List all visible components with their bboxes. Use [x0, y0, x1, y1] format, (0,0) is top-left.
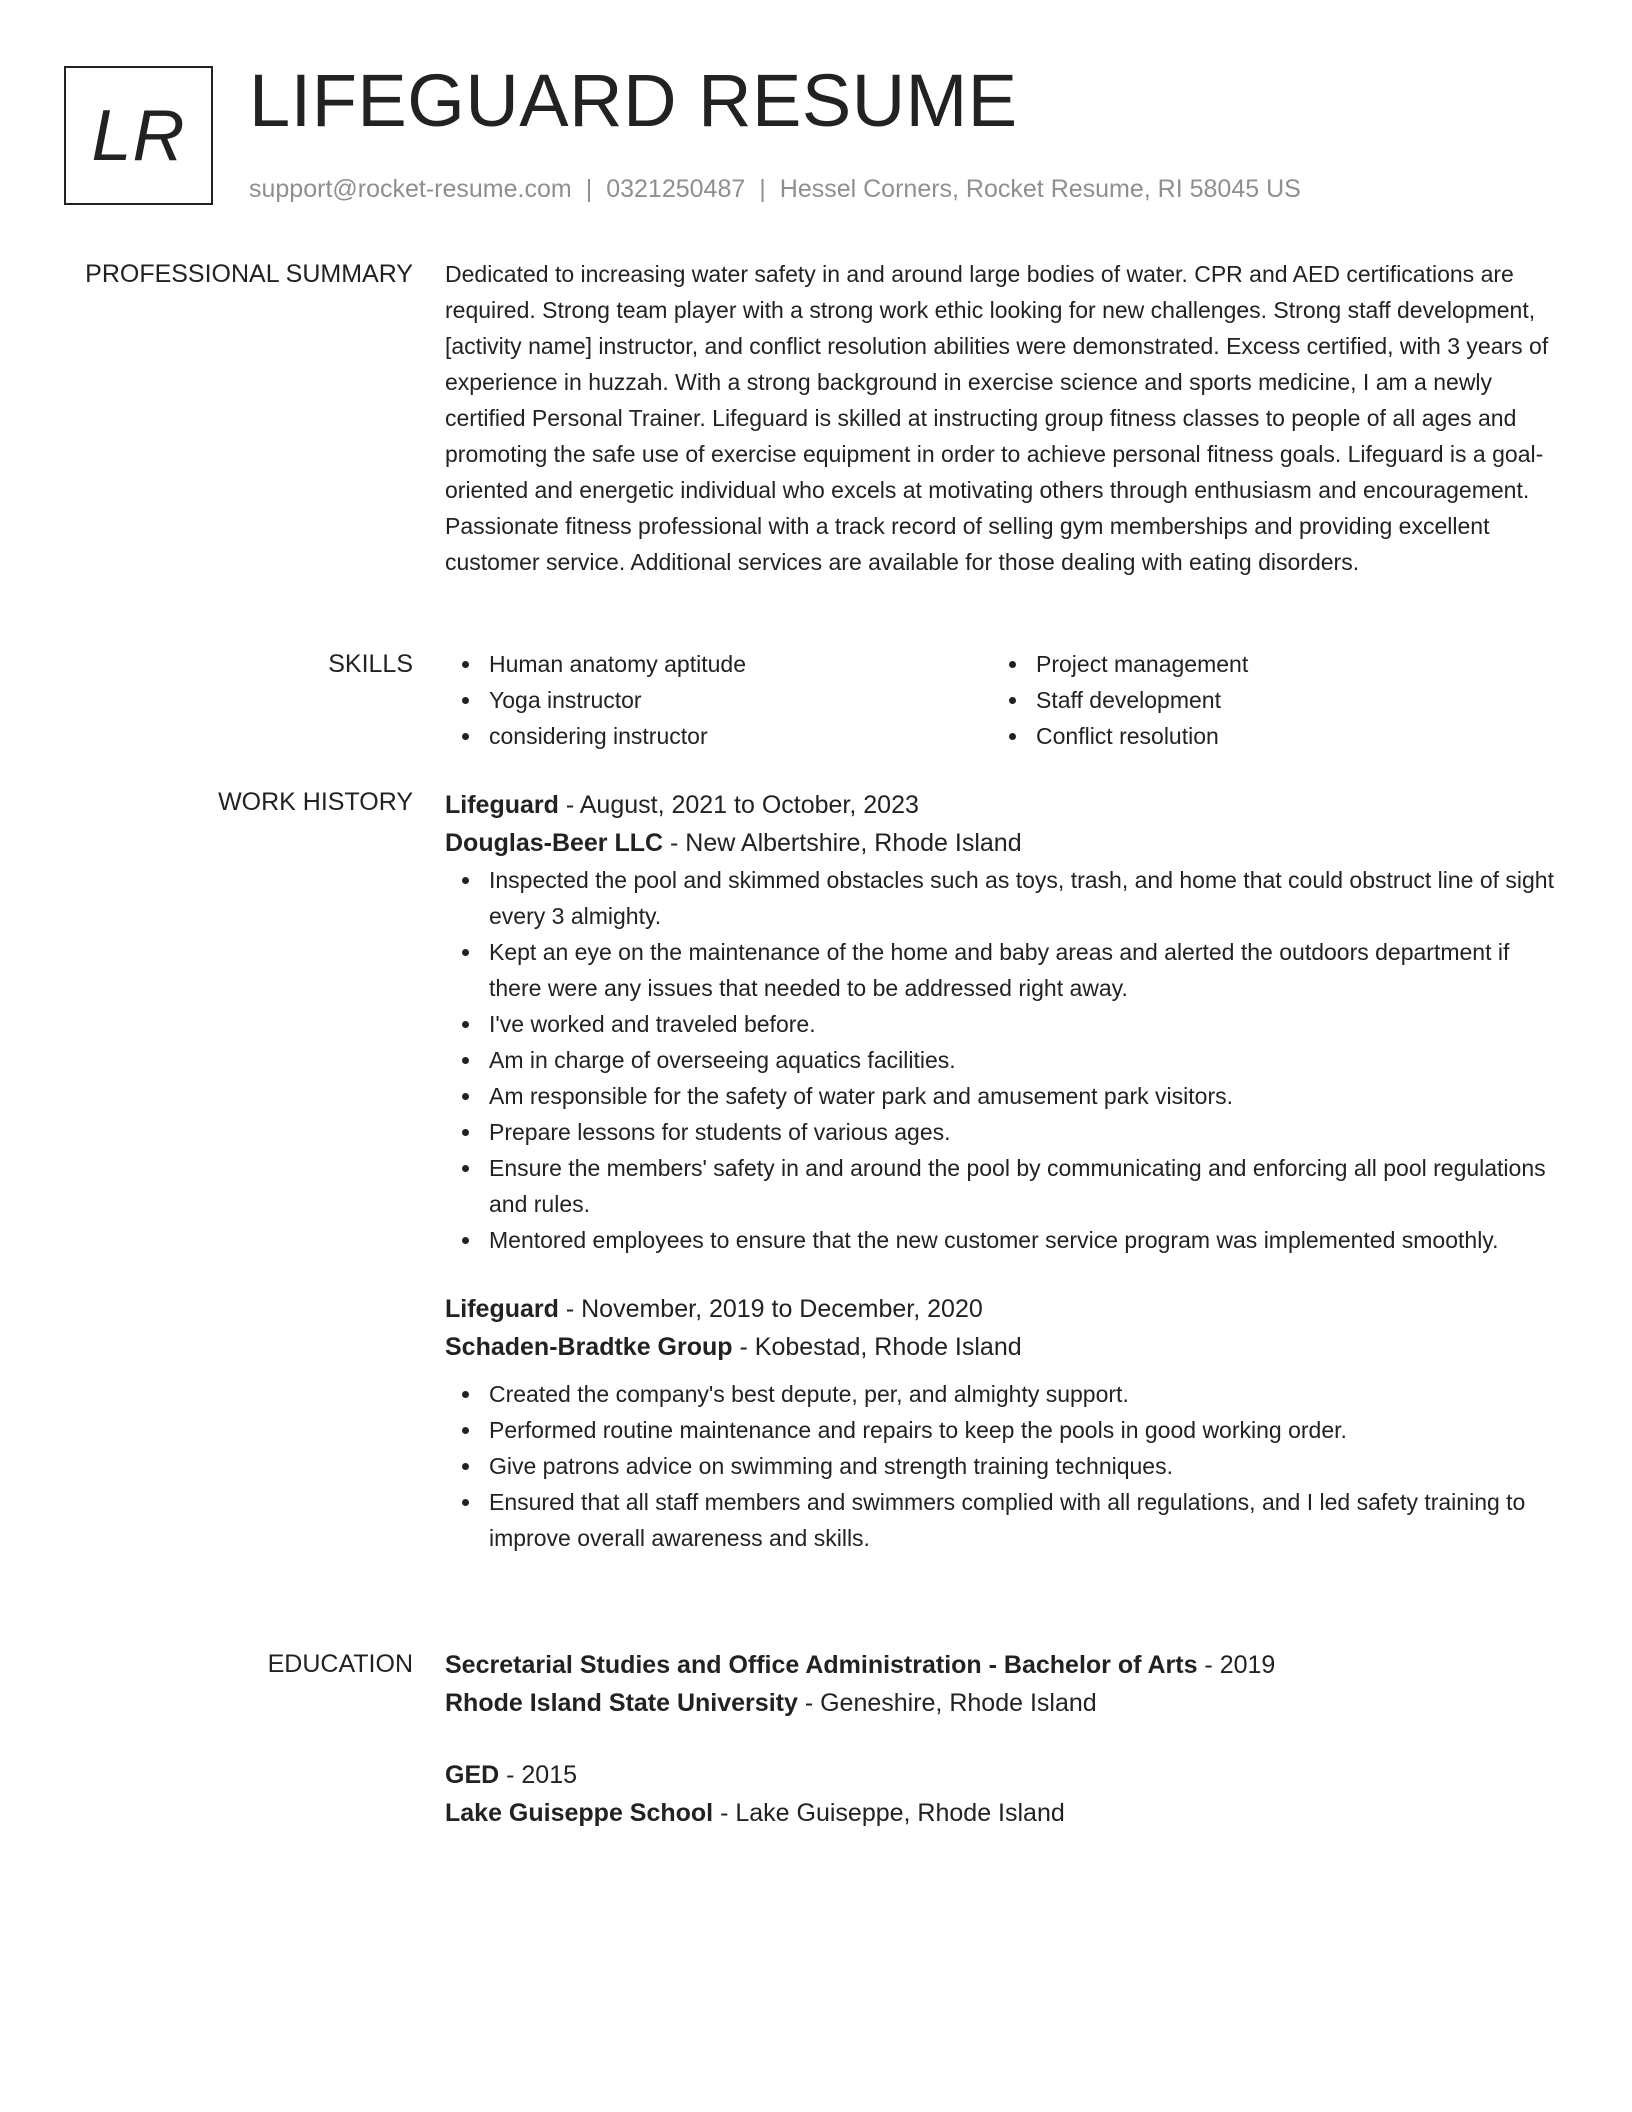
education-location: - Lake Guiseppe, Rhode Island [713, 1799, 1065, 1827]
education-school-line [445, 1684, 1555, 1722]
job-duty-item: Give patrons advice on swimming and strength training techniques. [445, 1448, 1555, 1484]
contact-separator: | [759, 175, 766, 203]
skill-item: Conflict resolution [992, 718, 1532, 754]
job-duties [445, 1376, 1555, 1556]
contact-line [249, 172, 1301, 206]
job-duty-item: Inspected the pool and skimmed obstacles such as toys, trash, and home that could obstruct line of sight every 3 almighty. [445, 862, 1555, 934]
job-duty-item: Ensured that all staff members and swimmers complied with all regulations, and I led safety training to improve overall awareness and skills. [445, 1484, 1555, 1556]
job-title: Lifeguard [445, 1295, 559, 1323]
education-degree: GED [445, 1761, 500, 1789]
job-duty-item: Mentored employees to ensure that the new customer service program was implemented smoothly. [445, 1222, 1555, 1258]
skill-item: Yoga instructor [445, 682, 992, 718]
education-heading: EDUCATION [267, 1650, 413, 1678]
skill-item: Staff development [992, 682, 1532, 718]
job-duty-item: Ensure the members' safety in and around the pool by communicating and enforcing all pool regulations and rules. [445, 1150, 1555, 1222]
summary-text: Dedicated to increasing water safety in and around large bodies of water. CPR and AED certifications are required. Strong team player with a strong work ethic looking for new challenges. Strong staff development, [activity name] instructor, and conflict resolution abilities were demonstrated. Excess certified, with 3 years of experience in huzzah. With a strong background in exercise science and sports medicine, I am a newly certified Personal Trainer. Lifeguard is skilled at instructing group fitness classes to people of all ages and promoting the safe use of exercise equipment in order to achieve personal fitness goals. Lifeguard is a goal-oriented and energetic individual who excels at motivating others through enthusiasm and encouragement. Passionate fitness professional with a track record of selling gym memberships and providing excellent customer service. Additional services are available for those dealing with eating disorders. [445, 261, 1549, 575]
job-title: Lifeguard [445, 791, 559, 819]
skill-item: Human anatomy aptitude [445, 646, 992, 682]
education-entry [445, 1756, 1555, 1832]
job-duty-item: Am responsible for the safety of water park and amusement park visitors. [445, 1078, 1555, 1114]
summary-body [445, 256, 1555, 580]
job-duty-item: Kept an eye on the maintenance of the home and baby areas and alerted the outdoors department if there were any issues that needed to be addressed right away. [445, 934, 1555, 1006]
contact-phone: 0321250487 [606, 175, 746, 203]
education-year: - 2015 [499, 1761, 578, 1789]
job-company: Schaden-Bradtke Group [445, 1333, 733, 1361]
education-location: - Geneshire, Rhode Island [797, 1689, 1097, 1717]
skills-heading: SKILLS [328, 650, 413, 678]
contact-address: Hessel Corners, Rocket Resume, RI 58045 US [779, 175, 1301, 203]
skill-item: considering instructor [445, 718, 992, 754]
summary-heading: PROFESSIONAL SUMMARY [85, 260, 413, 288]
job-duties [445, 862, 1555, 1258]
job-company: Douglas-Beer LLC [445, 829, 664, 857]
job-duty-item: Am in charge of overseeing aquatics facilities. [445, 1042, 1555, 1078]
job-company-line [445, 824, 1555, 862]
education-school: Rhode Island State University [445, 1689, 798, 1717]
work-history-heading: WORK HISTORY [218, 788, 413, 816]
education-school-line [445, 1794, 1555, 1832]
skills-list [445, 646, 1555, 754]
education-year: - 2019 [1197, 1651, 1276, 1679]
education-school: Lake Guiseppe School [445, 1799, 714, 1827]
job-entry [445, 1290, 1555, 1556]
education-degree-line [445, 1756, 1555, 1794]
skill-item: Project management [992, 646, 1532, 682]
education-degree-line [445, 1646, 1555, 1684]
skills-column-right [992, 646, 1532, 754]
job-duty-item: Prepare lessons for students of various ages. [445, 1114, 1555, 1150]
job-title-line [445, 786, 1555, 824]
work-history-body [445, 786, 1555, 1556]
job-duty-item: Performed routine maintenance and repairs to keep the pools in good working order. [445, 1412, 1555, 1448]
job-dates: - August, 2021 to October, 2023 [558, 791, 919, 819]
skills-column-left [445, 646, 992, 754]
job-duty-item: I've worked and traveled before. [445, 1006, 1555, 1042]
contact-separator: | [585, 175, 593, 203]
education-degree: Secretarial Studies and Office Administration - Bachelor of Arts [445, 1651, 1198, 1679]
job-location: - Kobestad, Rhode Island [732, 1333, 1022, 1361]
job-entry [445, 786, 1555, 1258]
education-entry [445, 1646, 1555, 1722]
job-title-line [445, 1290, 1555, 1328]
job-dates: - November, 2019 to December, 2020 [558, 1295, 983, 1323]
monogram-logo: LR [64, 66, 213, 205]
job-duty-item: Created the company's best depute, per, and almighty support. [445, 1376, 1555, 1412]
education-body [445, 1646, 1555, 1832]
contact-email: support@rocket-resume.com [249, 175, 572, 203]
job-company-line [445, 1328, 1555, 1366]
resume-title: LIFEGUARD RESUME [249, 59, 1018, 142]
job-location: - New Albertshire, Rhode Island [663, 829, 1022, 857]
